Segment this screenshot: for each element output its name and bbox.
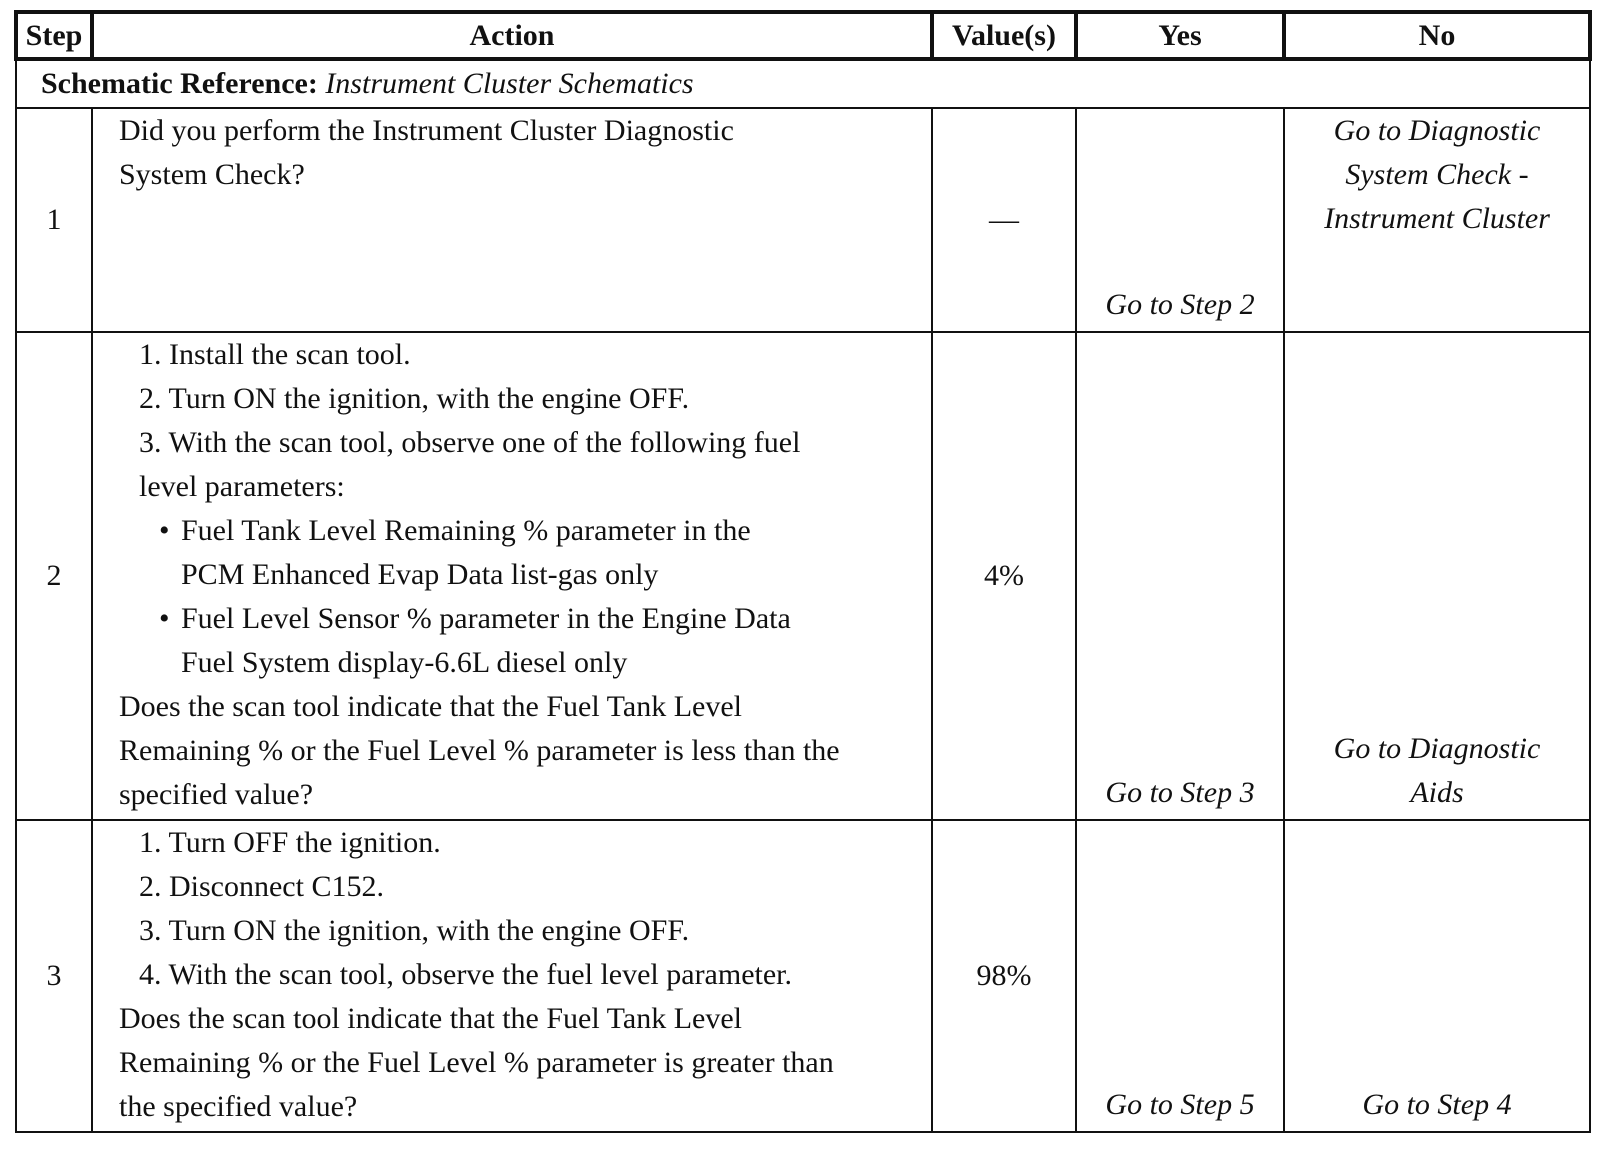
diagnostic-table-container xyxy=(14,10,1588,1133)
header-action: Action xyxy=(92,12,932,59)
action-question: Did you perform the Instrument Cluster Diagnostic System Check? xyxy=(119,114,734,191)
schematic-reference xyxy=(16,59,1590,108)
schematic-reference-label: Schematic Reference: xyxy=(41,67,318,100)
value-dash: — xyxy=(989,203,1019,236)
header-yes: Yes xyxy=(1076,12,1284,59)
parameter-bullet: • Fuel Tank Level Remaining % parameter in the PCM Enhanced Evap Data list-gas only xyxy=(119,509,799,597)
step-number: 2 xyxy=(16,332,92,820)
action-step-continuation: level parameters: xyxy=(139,470,345,503)
header-no: No xyxy=(1284,12,1590,59)
yes-cell xyxy=(1076,332,1284,820)
yes-goto: Go to Step 5 xyxy=(1105,1088,1255,1121)
schematic-reference-row xyxy=(16,59,1590,108)
action-step: 4. With the scan tool, observe the fuel level parameter. xyxy=(139,958,793,991)
yes-goto: Go to Step 2 xyxy=(1105,288,1255,321)
value-cell: 98% xyxy=(932,820,1076,1132)
no-cell xyxy=(1284,332,1590,820)
action-step: 1. Install the scan tool. xyxy=(139,338,411,371)
yes-cell xyxy=(1076,820,1284,1132)
step-number: 1 xyxy=(16,108,92,332)
no-goto: Go to Diagnostic System Check - Instrument Cluster xyxy=(1324,114,1550,235)
yes-cell xyxy=(1076,108,1284,332)
schematic-reference-value: Instrument Cluster Schematics xyxy=(325,67,694,100)
diagnostic-table xyxy=(14,10,1592,1133)
action-step: 2. Turn ON the ignition, with the engine OFF. xyxy=(139,382,690,415)
table-row xyxy=(16,108,1590,332)
header-row xyxy=(16,12,1590,59)
step-number: 3 xyxy=(16,820,92,1132)
parameter-bullet-list xyxy=(119,509,799,685)
no-goto: Go to Step 4 xyxy=(1362,1088,1512,1121)
action-step: 3. With the scan tool, observe one of the following fuel xyxy=(139,426,801,459)
yes-goto: Go to Step 3 xyxy=(1105,776,1255,809)
no-cell xyxy=(1284,108,1590,332)
action-steps-list xyxy=(119,821,921,997)
value-cell: 4% xyxy=(932,332,1076,820)
action-cell xyxy=(92,108,932,332)
parameter-bullet: • Fuel Level Sensor % parameter in the Engine Data Fuel System display-6.6L diesel only xyxy=(119,597,799,685)
action-cell xyxy=(92,820,932,1132)
header-step: Step xyxy=(16,12,92,59)
header-value: Value(s) xyxy=(932,12,1076,59)
table-row xyxy=(16,820,1590,1132)
action-question: Does the scan tool indicate that the Fuel Tank Level Remaining % or the Fuel Level % parameter is less than the specified value? xyxy=(119,690,840,811)
action-cell xyxy=(92,332,932,820)
action-steps-list xyxy=(119,333,921,509)
action-question: Does the scan tool indicate that the Fuel Tank Level Remaining % or the Fuel Level % parameter is greater than the specified value? xyxy=(119,1002,834,1123)
no-goto: Go to Diagnostic Aids xyxy=(1333,732,1541,809)
no-cell xyxy=(1284,820,1590,1132)
action-step: 1. Turn OFF the ignition. xyxy=(139,826,441,859)
action-step: 3. Turn ON the ignition, with the engine OFF. xyxy=(139,914,690,947)
table-row xyxy=(16,332,1590,820)
action-step: 2. Disconnect C152. xyxy=(139,870,384,903)
value-cell xyxy=(932,108,1076,332)
